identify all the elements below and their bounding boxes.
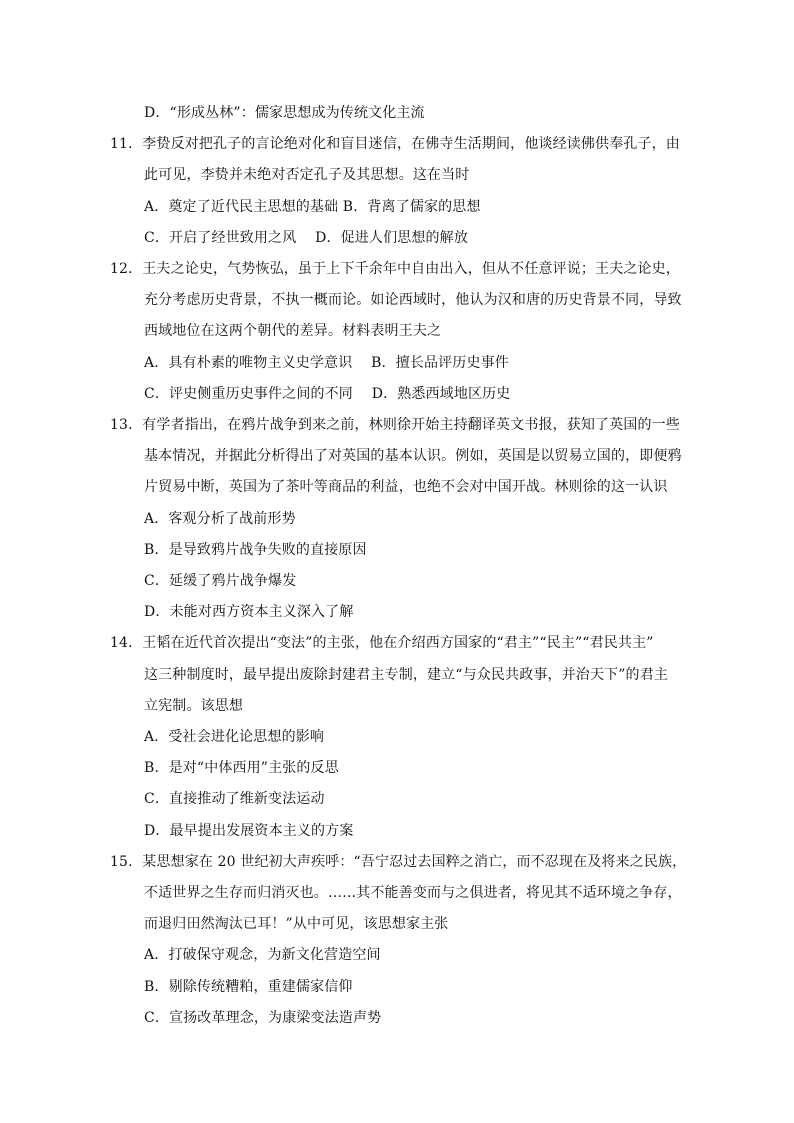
answer-option: D．未能对西方资本主义深入了解	[144, 604, 354, 621]
question-stem-continued: 立宪制。该思想	[144, 697, 244, 714]
question-stem-continued: 这三种制度时，最早提出废除封建君主专制，建立“与众民共政事，并治天下”的君主	[144, 666, 669, 683]
question-stem-continued: 而退归田然淘汰已耳！”从中可见，该思想家主张	[144, 916, 449, 933]
question-stem-continued: 此可见，李贽并未绝对否定孔子及其思想。这在当时	[144, 167, 470, 184]
answer-option: A．奠定了近代民主思想的基础 B．背离了儒家的思想	[144, 198, 481, 215]
answer-option: A．具有朴素的唯物主义史学意识 B．擅长品评历史事件	[144, 354, 509, 371]
answer-option: C．直接推动了维新变法运动	[144, 791, 325, 808]
answer-option: A．客观分析了战前形势	[144, 510, 296, 527]
question-stem: 12．王夫之论史，气势恢弘，虽于上下千余年中自由出入，但从不任意评说；王夫之论史，	[110, 261, 680, 277]
answer-option: A．打破保守观念，为新文化营造空间	[144, 947, 381, 964]
answer-option: D．“形成丛林”：儒家思想成为传统文化主流	[144, 105, 425, 121]
question-stem-continued: 不适世界之生存而归消灭也。……其不能善变而与之俱进者，将见其不适环境之争存，	[144, 885, 682, 901]
question-stem-continued: 充分考虑历史背景，不执一概而论。如论西域时，他认为汉和唐的历史背景不同，导致	[144, 292, 682, 309]
answer-option: D．最早提出发展资本主义的方案	[144, 822, 354, 839]
question-stem-continued: 基本情况，并据此分析得出了对英国的基本认识。例如，英国是以贸易立国的，即便鸦	[144, 448, 682, 465]
answer-option: C．延缓了鸦片战争爆发	[144, 573, 297, 589]
answer-option: C．开启了经世致用之风 D．促进人们思想的解放	[144, 229, 468, 246]
question-stem: 14．王韬在近代首次提出“变法”的主张，他在介绍西方国家的“君主”“民主”“君民共主”	[110, 635, 654, 652]
answer-option: B．是导致鸦片战争失败的直接原因	[144, 541, 367, 558]
question-stem: 15．某思想家在 20 世纪初大声疾呼：“吾宁忍过去国粹之消亡，而不忍现在及将来之民族，	[110, 853, 687, 870]
question-stem: 11．李贽反对把孔子的言论绝对化和盲目迷信，在佛寺生活期间，他谈经读佛供奉孔子，由	[110, 136, 680, 153]
question-stem-continued: 片贸易中断，英国为了茶叶等商品的利益，也绝不会对中国开战。林则徐的这一认识	[144, 479, 668, 496]
answer-option: C．宣扬改革理念，为康梁变法造声势	[144, 1009, 382, 1026]
answer-option: C．评史侧重历史事件之间的不同 D．熟悉西域地区历史	[144, 385, 511, 402]
answer-option: B．剔除传统糟粕，重建儒家信仰	[144, 978, 353, 995]
answer-option: A．受社会进化论思想的影响	[144, 729, 325, 745]
question-stem-continued: 西域地位在这两个朝代的差异。材料表明王夫之	[144, 323, 442, 340]
answer-option: B．是对“中体西用”主张的反思	[144, 760, 339, 777]
question-stem: 13．有学者指出，在鸦片战争到来之前，林则徐开始主持翻译英文书报，获知了英国的一些	[110, 417, 680, 433]
